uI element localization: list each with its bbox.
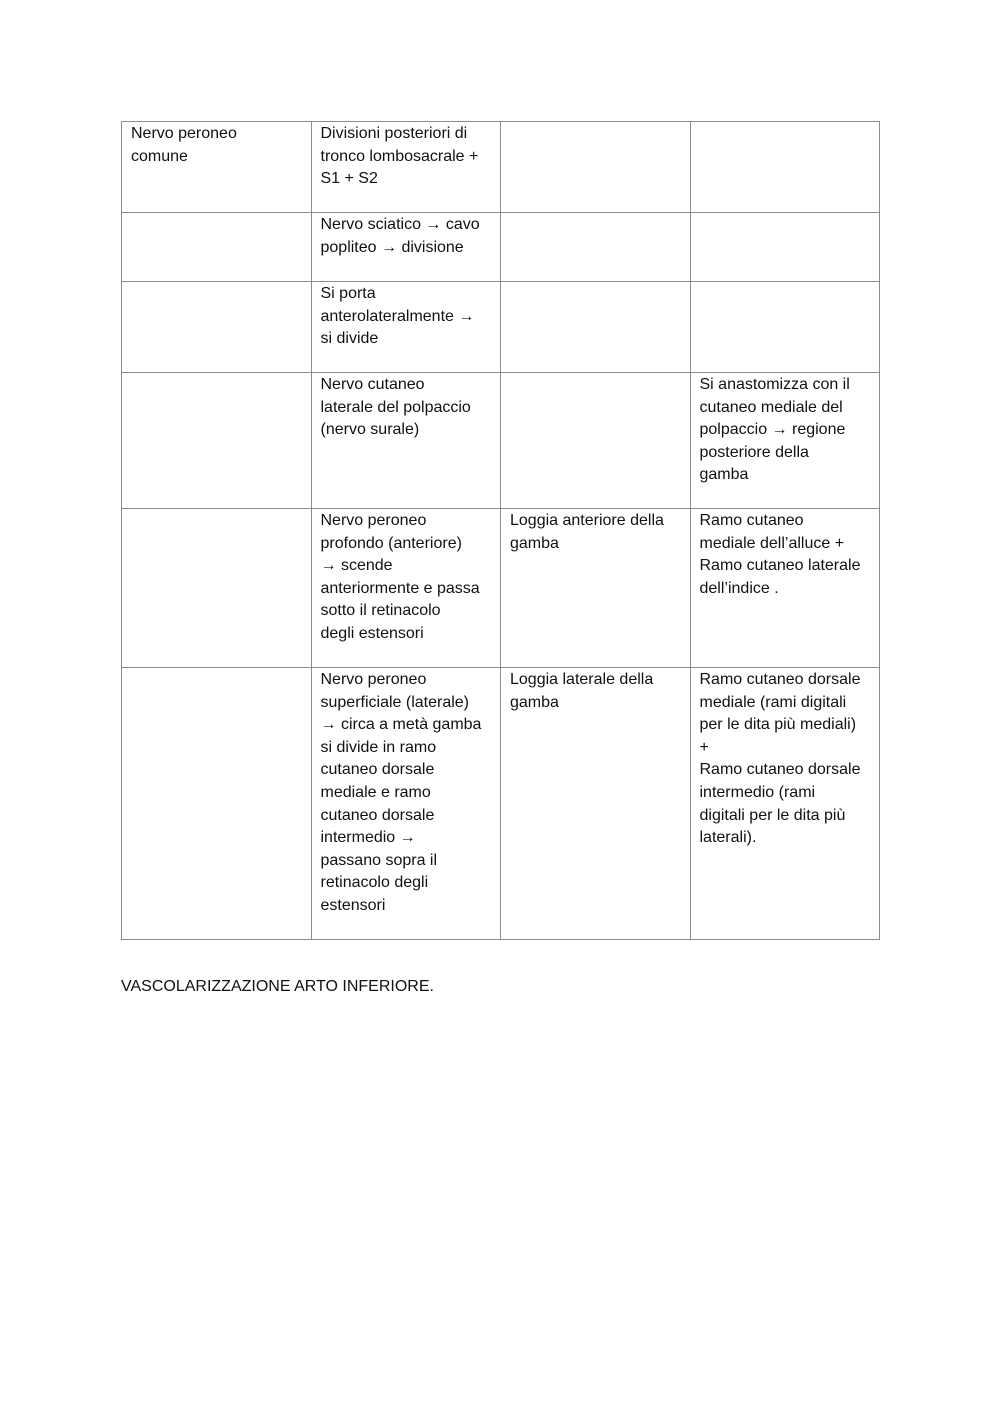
table-cell <box>501 122 691 213</box>
table-row <box>122 282 880 373</box>
table-cell: Loggia laterale della gamba <box>501 668 691 940</box>
table-cell: Nervo peroneo superficiale (laterale) → circa a metà gamba si divide in ramo cutaneo dorsale mediale e ramo cutaneo dorsale intermedio → passano sopra il retinacolo degli estensori <box>311 668 501 940</box>
table-row <box>122 122 880 213</box>
table-cell <box>122 509 312 668</box>
table-cell: Ramo cutaneo dorsale mediale (rami digitali per le dita più mediali) + Ramo cutaneo dorsale intermedio (rami digitali per le dita più laterali). <box>690 668 880 940</box>
table-cell <box>122 373 312 509</box>
nerve-table <box>121 121 880 940</box>
table-row <box>122 668 880 940</box>
table-cell: Si porta anterolateralmente → si divide <box>311 282 501 373</box>
section-heading: VASCOLARIZZAZIONE ARTO INFERIORE. <box>121 978 434 995</box>
table-cell <box>122 213 312 282</box>
table-cell: Ramo cutaneo mediale dell’alluce + Ramo cutaneo laterale dell’indice . <box>690 509 880 668</box>
table-row <box>122 373 880 509</box>
table-cell <box>501 213 691 282</box>
table-cell: Si anastomizza con il cutaneo mediale del polpaccio → regione posteriore della gamba <box>690 373 880 509</box>
table-row <box>122 509 880 668</box>
table-cell: Nervo peroneo comune <box>122 122 312 213</box>
table-cell <box>501 282 691 373</box>
table-cell <box>122 668 312 940</box>
table-row <box>122 213 880 282</box>
table-cell: Nervo sciatico → cavo popliteo → divisione <box>311 213 501 282</box>
table-cell <box>501 373 691 509</box>
table-cell: Nervo peroneo profondo (anteriore) → scende anteriormente e passa sotto il retinacolo degli estensori <box>311 509 501 668</box>
table-cell: Nervo cutaneo laterale del polpaccio (nervo surale) <box>311 373 501 509</box>
table-cell: Loggia anteriore della gamba <box>501 509 691 668</box>
table-cell <box>690 213 880 282</box>
table-cell <box>690 282 880 373</box>
table-cell: Divisioni posteriori di tronco lombosacrale + S1 + S2 <box>311 122 501 213</box>
table-cell <box>122 282 312 373</box>
table-cell <box>690 122 880 213</box>
